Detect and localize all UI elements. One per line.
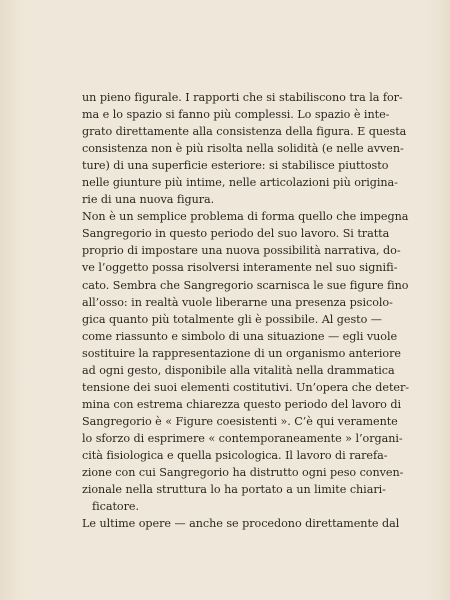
text-line: lo sforzo di esprimere « contemporaneamente » l’organi- bbox=[82, 431, 403, 445]
text-line: cato. Sembra che Sangregorio scarnisca le sue figure fino bbox=[82, 278, 409, 292]
text-line: ad ogni gesto, disponibile alla vitalità nella drammatica bbox=[82, 363, 395, 377]
text-line: ma e lo spazio si fanno più complessi. Lo spazio è inte- bbox=[82, 108, 390, 122]
text-line: gica quanto più totalmente gli è possibile. Al gesto — bbox=[82, 312, 382, 326]
text-line: cità fisiologica e quella psicologica. Il lavoro di rarefa- bbox=[82, 448, 388, 462]
text-line: come riassunto e simbolo di una situazione — egli vuole bbox=[82, 329, 398, 343]
text-line: rie di una nuova figura. bbox=[82, 193, 215, 207]
text-line: mina con estrema chiarezza questo periodo del lavoro di bbox=[82, 397, 402, 411]
text-line: Sangregorio è « Figure coesistenti ». C’è qui veramente bbox=[82, 414, 398, 428]
text-line: zionale nella struttura lo ha portato a un limite chiari- bbox=[82, 483, 386, 497]
text-line: Sangregorio in questo periodo del suo lavoro. Si tratta bbox=[82, 227, 390, 241]
text-line: grato direttamente alla consistenza della figura. E questa bbox=[82, 125, 407, 139]
text-line: sostituire la rappresentazione di un organismo anteriore bbox=[82, 346, 401, 360]
text-line: ture) di una superficie esteriore: si stabilisce piuttosto bbox=[82, 159, 389, 173]
text-line: nelle giunture più intime, nelle articolazioni più origina- bbox=[82, 176, 398, 190]
text-line: consistenza non è più risolta nella solidità (e nelle avven- bbox=[82, 142, 404, 156]
text-line: ficatore. bbox=[92, 500, 139, 514]
text-line: all’osso: in realtà vuole liberarne una presenza psicolo- bbox=[82, 295, 393, 309]
text-line: Le ultime opere — anche se procedono direttamente dal bbox=[82, 517, 400, 531]
text-line: proprio di impostare una nuova possibilità narrativa, do- bbox=[82, 244, 401, 258]
text-line: zione con cui Sangregorio ha distrutto ogni peso conven- bbox=[82, 466, 404, 480]
text-line: ve l’oggetto possa risolversi interamente nel suo signifi- bbox=[82, 261, 398, 275]
text-line: tensione dei suoi elementi costitutivi. Un’opera che deter- bbox=[82, 380, 409, 394]
text-line: un pieno figurale. I rapporti che si stabiliscono tra la for- bbox=[82, 91, 403, 104]
body-text bbox=[82, 89, 409, 532]
text-line: Non è un semplice problema di forma quello che impegna bbox=[82, 210, 409, 224]
